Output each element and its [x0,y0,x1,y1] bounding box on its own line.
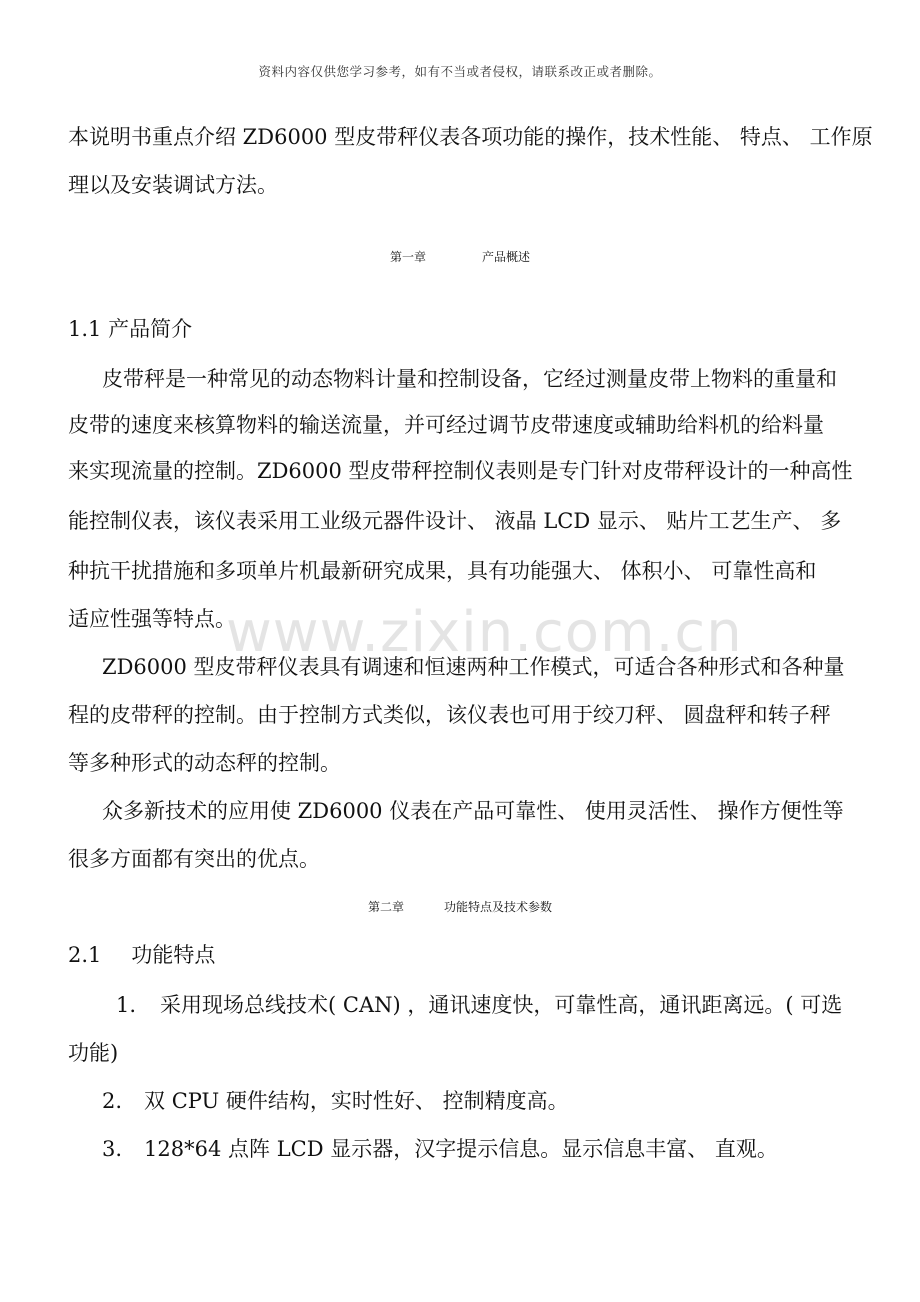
chapter-2-heading [0,892,920,922]
para1-line-2: 皮带的速度来核算物料的输送流量，并可经过调节皮带速度或辅助给料机的给料量 [68,413,824,437]
para3-line-1: 众多新技术的应用使 ZD6000 仪表在产品可靠性、 使用灵活性、 操作方便性等 [102,799,844,823]
watermark: www.zixin.com.cn [226,600,743,665]
para2-line-1: ZD6000 型皮带秤仪表具有调速和恒速两种工作模式，可适合各种形式和各种量 [102,655,845,679]
feature-1-line-1 [116,990,842,1020]
intro-line-2: 理以及安装调试方法。 [68,173,278,197]
section-1-1-heading: 1.1 产品简介 [68,317,193,341]
chapter-1-title: 产品概述 [482,250,531,264]
para2-line-3: 等多种形式的动态秤的控制。 [68,751,341,775]
section-2-1-title: 功能特点 [131,943,216,967]
chapter-2-number: 第二章 [367,900,404,914]
feature-1-text: 采用现场总线技术( CAN) ，通讯速度快，可靠性高，通讯距离远。( 可选 [160,993,843,1017]
section-2-1-number: 2.1 [68,943,102,967]
para2-line-2: 程的皮带秤的控制。由于控制方式类似，该仪表也可用于绞刀秤、 圆盘秤和转子秤 [68,703,831,727]
chapter-1-number: 第一章 [389,250,426,264]
feature-2 [102,1086,569,1116]
para1-line-4: 能控制仪表，该仪表采用工业级元器件设计、 液晶 LCD 显示、 贴片工艺生产、 多 [68,509,842,533]
feature-1-number: 1. [116,993,137,1017]
section-2-1-heading [68,940,215,970]
para3-line-2: 很多方面都有突出的优点。 [68,847,320,871]
chapter-1-heading [0,242,920,272]
para1-line-3: 来实现流量的控制。ZD6000 型皮带秤控制仪表则是专门针对皮带秤设计的一种高性 [68,459,853,483]
intro-line-1: 本说明书重点介绍 ZD6000 型皮带秤仪表各项功能的操作，技术性能、 特点、 工作原 [68,125,873,149]
feature-3-number: 3. [102,1137,123,1161]
feature-3-text: 128*64 点阵 LCD 显示器，汉字提示信息。显示信息丰富、 直观。 [144,1137,778,1161]
para1-line-6: 适应性强等特点。 [68,607,236,631]
copyright-note: 资料内容仅供您学习参考，如有不当或者侵权，请联系改正或者删除。 [258,64,662,79]
para1-line-5: 种抗干扰措施和多项单片机最新研究成果，具有功能强大、 体积小、 可靠性高和 [68,559,817,583]
feature-3 [102,1134,778,1164]
chapter-2-title: 功能特点及技术参数 [444,900,553,914]
para1-line-1: 皮带秤是一种常见的动态物料计量和控制设备，它经过测量皮带上物料的重量和 [102,367,837,391]
feature-1-line-2: 功能) [68,1041,119,1065]
feature-2-text: 双 CPU 硬件结构，实时性好、 控制精度高。 [144,1089,569,1113]
feature-2-number: 2. [102,1089,123,1113]
